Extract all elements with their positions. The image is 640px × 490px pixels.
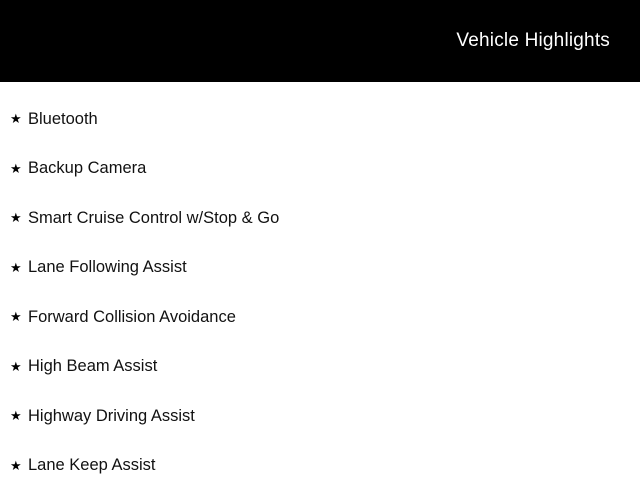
list-item-label: Smart Cruise Control w/Stop & Go: [28, 210, 279, 227]
list-item: [0, 391, 640, 441]
star-bullet-icon: ★: [10, 409, 28, 422]
star-bullet-icon: ★: [10, 261, 28, 274]
page-title: Vehicle Highlights: [456, 31, 610, 52]
list-item: [0, 292, 640, 342]
list-item: [0, 243, 640, 293]
vehicle-highlights-list: [0, 82, 640, 490]
star-bullet-icon: ★: [10, 360, 28, 373]
list-item-label: Backup Camera: [28, 160, 146, 177]
list-item-label: Bluetooth: [28, 111, 98, 128]
list-item: [0, 94, 640, 144]
star-bullet-icon: ★: [10, 112, 28, 125]
list-item: [0, 144, 640, 194]
list-item: [0, 342, 640, 392]
header-bar: [0, 0, 640, 82]
star-bullet-icon: ★: [10, 459, 28, 472]
list-item: [0, 441, 640, 490]
list-item-label: Lane Keep Assist: [28, 457, 156, 474]
star-bullet-icon: ★: [10, 310, 28, 323]
list-item-label: High Beam Assist: [28, 358, 157, 375]
list-item: [0, 193, 640, 243]
star-bullet-icon: ★: [10, 211, 28, 224]
list-item-label: Highway Driving Assist: [28, 408, 195, 425]
list-item-label: Forward Collision Avoidance: [28, 309, 236, 326]
list-item-label: Lane Following Assist: [28, 259, 187, 276]
star-bullet-icon: ★: [10, 162, 28, 175]
